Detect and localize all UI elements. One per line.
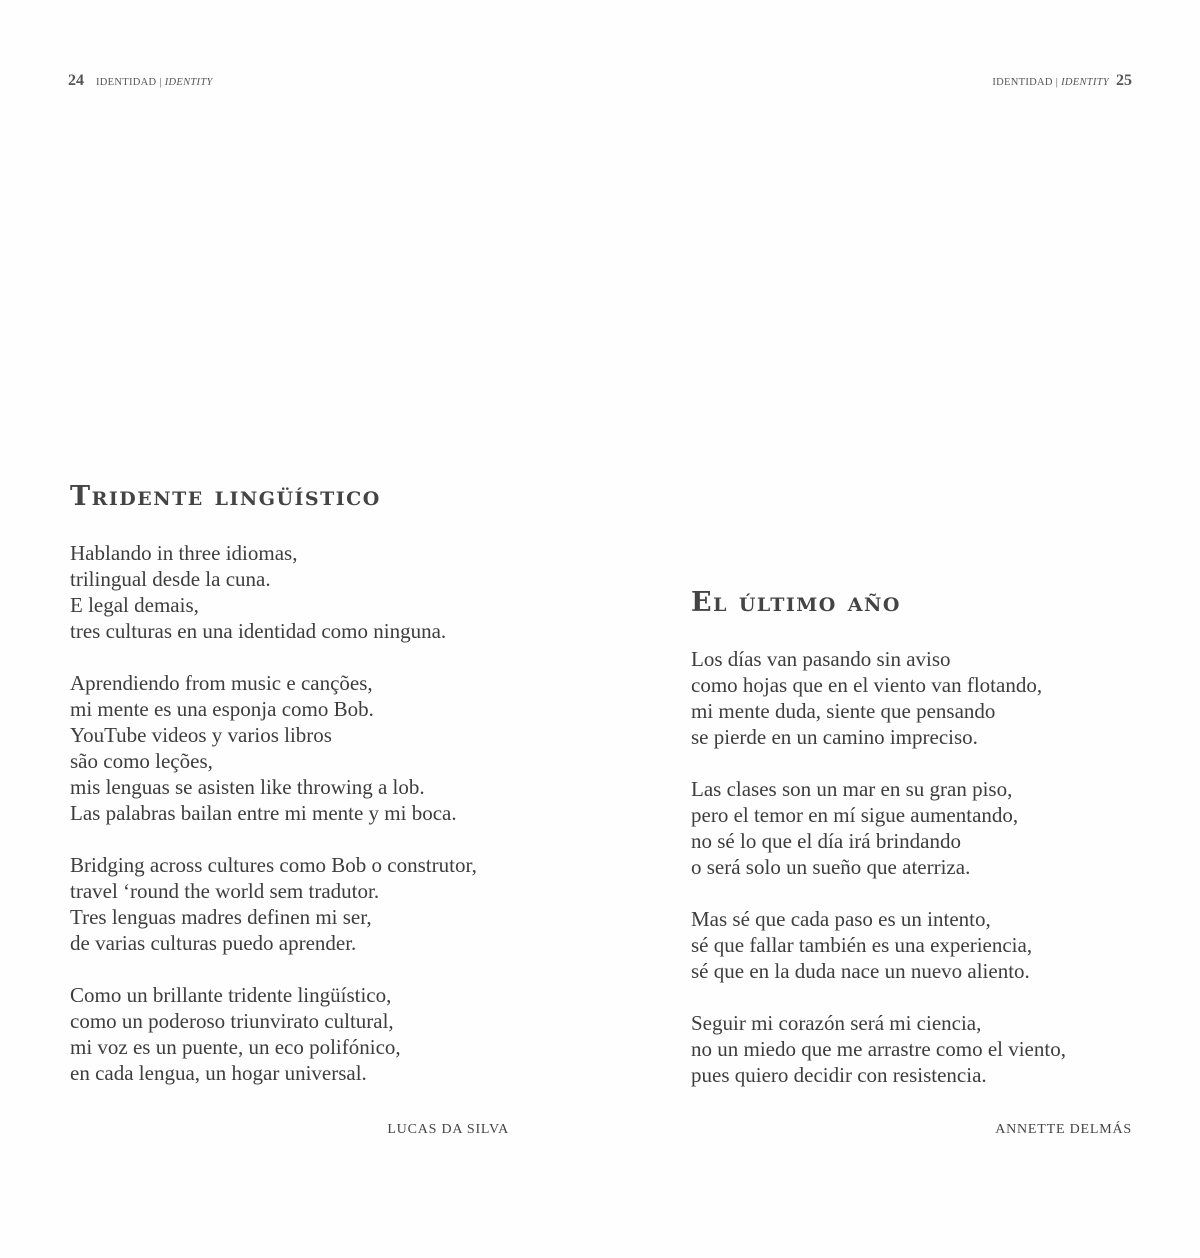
poem-line: como hojas que en el viento van flotando, — [691, 673, 1043, 697]
poem-line: no un miedo que me arrastre como el viento, — [691, 1037, 1066, 1061]
poem-line: Los días van pasando sin aviso — [691, 647, 951, 671]
section-es: IDENTIDAD — [992, 77, 1053, 88]
stanza — [691, 776, 1151, 880]
poem-line: mis lenguas se asisten like throwing a lob. — [70, 775, 425, 799]
poem-line: Hablando in three idiomas, — [70, 541, 298, 565]
poem-line: pero el temor en mí sigue aumentando, — [691, 803, 1019, 827]
poem-line: mi mente es una esponja como Bob. — [70, 697, 374, 721]
poem-title: El último año — [691, 587, 901, 618]
section-label-right — [992, 77, 1109, 88]
poem-line: mi mente duda, siente que pensando — [691, 699, 996, 723]
stanza — [70, 852, 530, 956]
section-es: IDENTIDAD — [96, 77, 157, 88]
running-head-right — [992, 72, 1132, 90]
poem-line: sé que en la duda nace un nuevo aliento. — [691, 959, 1030, 983]
poem-line: o será solo un sueño que aterriza. — [691, 855, 971, 879]
section-separator: | — [159, 77, 162, 88]
stanza — [70, 670, 530, 826]
poem-line: E legal demais, — [70, 593, 199, 617]
poem-line: trilingual desde la cuna. — [70, 567, 271, 591]
poem-left — [70, 480, 530, 1112]
poem-line: Como un brillante tridente lingüístico, — [70, 983, 392, 1007]
poem-author-left: LUCAS DA SILVA — [387, 1122, 509, 1137]
poem-line: tres culturas en una identidad como ninguna. — [70, 619, 447, 643]
poem-line: Mas sé que cada paso es un intento, — [691, 907, 991, 931]
poem-line: YouTube videos y varios libros — [70, 723, 332, 747]
page-number-right: 25 — [1116, 72, 1132, 89]
stanza — [691, 906, 1151, 984]
poem-line: sé que fallar también es una experiencia, — [691, 933, 1033, 957]
poem-line: como un poderoso triunvirato cultural, — [70, 1009, 394, 1033]
poem-line: Las palabras bailan entre mi mente y mi boca. — [70, 801, 457, 825]
poem-right — [691, 586, 1151, 1114]
poem-line: travel ‘round the world sem tradutor. — [70, 879, 380, 903]
poem-line: Las clases son un mar en su gran piso, — [691, 777, 1013, 801]
stanza — [70, 540, 530, 644]
page-number-left: 24 — [68, 72, 84, 89]
section-separator: | — [1055, 77, 1059, 88]
poem-line: no sé lo que el día irá brindando — [691, 829, 962, 853]
stanza — [70, 982, 530, 1086]
poem-line: Seguir mi corazón será mi ciencia, — [691, 1011, 982, 1035]
poem-line: en cada lengua, un hogar universal. — [70, 1061, 367, 1085]
poem-line: Tres lenguas madres definen mi ser, — [70, 905, 372, 929]
poem-line: de varias culturas puedo aprender. — [70, 931, 357, 955]
section-en: IDENTITY — [164, 77, 213, 88]
poem-line: pues quiero decidir con resistencia. — [691, 1063, 987, 1087]
running-head-left — [68, 72, 213, 90]
poem-author-right: ANNETTE DELMÁS — [995, 1122, 1132, 1137]
stanza — [691, 646, 1151, 750]
poem-line: se pierde en un camino impreciso. — [691, 725, 978, 749]
section-label-left — [96, 77, 213, 88]
section-en: IDENTITY — [1061, 77, 1109, 88]
poem-line: são como leções, — [70, 749, 213, 773]
poem-line: Bridging across cultures como Bob o construtor, — [70, 853, 477, 877]
poem-title: Tridente lingüístico — [70, 481, 381, 512]
poem-line: mi voz es un puente, un eco polifónico, — [70, 1035, 401, 1059]
stanza — [691, 1010, 1151, 1088]
poem-line: Aprendiendo from music e canções, — [70, 671, 373, 695]
